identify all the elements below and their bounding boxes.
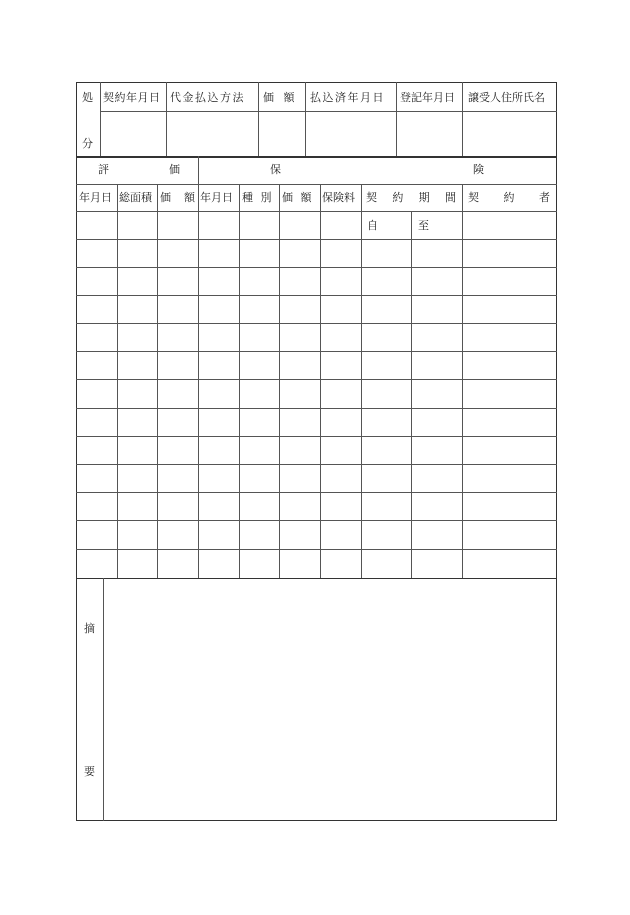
divider [76,184,557,185]
table-row [76,379,557,380]
header-transferee: 譲受人住所氏名 [468,91,545,104]
char: 契 [468,191,479,204]
col-insurance-price: 価 額 [282,191,314,204]
table-row [76,464,557,465]
col-contractor [468,192,550,204]
table-row [76,436,557,437]
header-registration-date: 登記年月日 [400,91,455,104]
divider [100,111,557,112]
col-total-area: 総面積 [119,191,152,204]
table-row [76,351,557,352]
col-valuation-price-1: 価 [160,191,171,204]
col-premium: 保険料 [322,191,355,204]
header-contract-date: 契約年月日 [103,91,161,104]
table-row [76,492,557,493]
period-to: 至 [418,219,429,232]
char: 者 [539,191,550,204]
disposal-label-bottom: 分 [82,137,93,150]
table-row [76,323,557,324]
table-row [76,295,557,296]
col-insurance-date: 年月日 [200,191,233,204]
divider [258,82,259,157]
divider [76,156,557,158]
char: 約 [503,191,515,204]
divider [166,82,167,157]
table-row [76,239,557,240]
char: 間 [444,191,456,204]
header-payment-method: 代金払込方法 [170,91,245,104]
divider [76,211,557,212]
period-from: 自 [367,219,378,232]
divider [100,82,101,157]
divider [198,156,199,579]
col-type: 種 別 [242,191,274,204]
table-row [76,267,557,268]
summary-label-top: 摘 [84,622,95,635]
valuation-insurance-table [76,156,557,579]
insurance-title-right: 険 [473,163,484,176]
col-valuation-date: 年月日 [79,191,112,204]
table-row [76,408,557,409]
col-contract-period [366,192,456,204]
table-row [76,549,557,550]
disposal-label-top: 処 [82,91,93,104]
header-paid-date: 払込済年月日 [310,91,385,104]
valuation-title-left: 評 [98,163,109,176]
summary-label-bottom: 要 [84,765,95,778]
summary-input-area[interactable] [104,579,556,820]
table-row [76,520,557,521]
divider [396,82,397,157]
insurance-title-left: 保 [270,163,281,176]
char: 期 [418,191,430,204]
divider [305,82,306,157]
char: 契 [366,191,377,204]
char: 約 [392,191,404,204]
col-valuation-price-2: 額 [184,191,195,204]
header-price: 価 額 [263,91,298,104]
divider [462,82,463,157]
valuation-title-right: 価 [169,163,180,176]
